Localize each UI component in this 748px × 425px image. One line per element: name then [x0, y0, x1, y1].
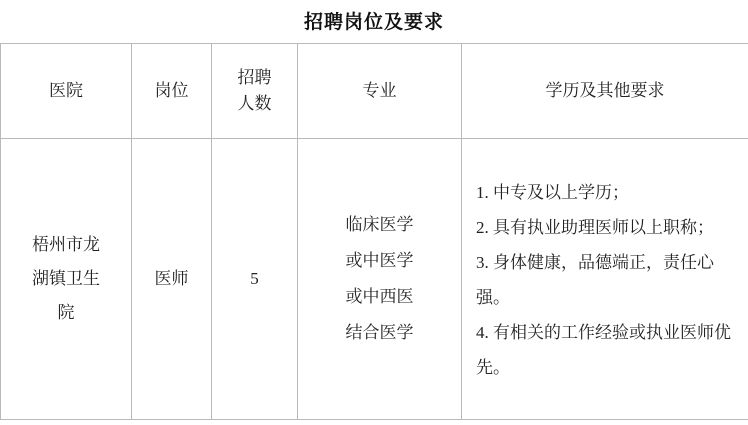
table-body [1, 139, 748, 420]
requirement-item-2: 2. 具有执业助理医师以上职称； [476, 218, 714, 237]
cell-count [212, 139, 298, 420]
page-title: 招聘岗位及要求 [303, 12, 444, 33]
column-header-count [212, 44, 298, 139]
column-header-count-label-line1: 招聘 [237, 68, 272, 87]
table-header [1, 44, 748, 139]
cell-hospital [1, 139, 132, 420]
column-header-major [298, 44, 462, 139]
major-line-2: 或中医学 [345, 251, 414, 270]
column-header-post [132, 44, 212, 139]
table-header-row [1, 44, 748, 139]
cell-post [132, 139, 212, 420]
column-header-count-label-line2: 人数 [237, 94, 272, 113]
column-header-hospital-label: 医院 [49, 81, 83, 100]
cell-major [298, 139, 462, 420]
table-row [1, 139, 748, 420]
requirements-list [462, 165, 748, 393]
column-header-requirements [462, 44, 748, 139]
requirement-item-1: 1. 中专及以上学历； [476, 183, 629, 202]
column-header-post-label: 岗位 [154, 81, 189, 100]
cell-requirements [462, 139, 748, 420]
hospital-name-line-1: 梧州市龙 [32, 235, 100, 254]
column-header-hospital [1, 44, 132, 139]
column-header-requirements-label: 学历及其他要求 [545, 81, 665, 100]
requirement-item-3: 3. 身体健康，品德端正，责任心强。 [476, 253, 714, 307]
hospital-name-line-3: 院 [57, 303, 75, 322]
recruitment-table [0, 43, 748, 420]
hospital-name-line-2: 湖镇卫生 [32, 269, 100, 288]
column-header-major-label: 专业 [362, 81, 397, 100]
major-line-1: 临床医学 [345, 215, 414, 234]
requirement-item-4: 4. 有相关的工作经验或执业医师优先。 [476, 323, 731, 377]
count-value: 5 [250, 269, 259, 288]
major-line-4: 结合医学 [345, 323, 414, 342]
major-line-3: 或中西医 [345, 287, 414, 306]
post-value: 医师 [154, 269, 189, 288]
